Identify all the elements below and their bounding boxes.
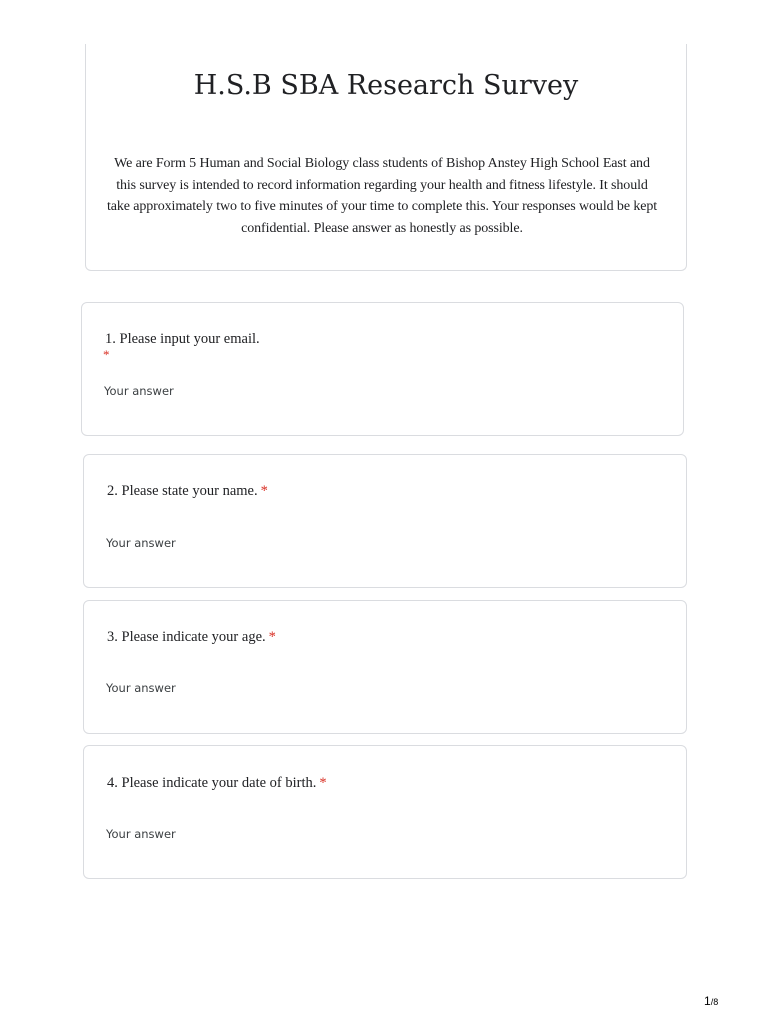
email-answer-input[interactable]: Your answer bbox=[104, 384, 174, 398]
required-asterisk: * bbox=[103, 347, 110, 362]
required-asterisk: * bbox=[268, 629, 276, 645]
required-asterisk: * bbox=[319, 775, 327, 791]
page-number bbox=[704, 995, 718, 1007]
date-of-birth-answer-input[interactable]: Your answer bbox=[106, 827, 176, 841]
form-title: H.S.B SBA Research Survey bbox=[193, 70, 579, 101]
page-total: /8 bbox=[710, 997, 719, 1007]
page-current: 1 bbox=[704, 994, 711, 1008]
name-answer-input[interactable]: Your answer bbox=[106, 536, 176, 550]
question-title-name-text: 2. Please state your name. bbox=[107, 483, 258, 499]
required-asterisk: * bbox=[260, 483, 268, 499]
question-title-date-of-birth bbox=[107, 776, 327, 791]
question-card-email bbox=[81, 302, 684, 436]
question-title-dob-text: 4. Please indicate your date of birth. bbox=[107, 775, 317, 791]
age-answer-input[interactable]: Your answer bbox=[106, 681, 176, 695]
question-title-age-text: 3. Please indicate your age. bbox=[107, 629, 266, 645]
question-title-email: 1. Please input your email. bbox=[105, 331, 260, 347]
question-card-date-of-birth bbox=[83, 745, 687, 879]
question-card-age bbox=[83, 600, 687, 734]
form-description: We are Form 5 Human and Social Biology class students of Bishop Anstey High School East and this survey is intended to record information regarding your health and fitness lifestyle. It should take approximately two to five minutes of your time to complete this. Your responses would be kept confidential. Please answer as honestly as possible. bbox=[106, 156, 658, 236]
question-title-name bbox=[107, 484, 268, 499]
form-header-card bbox=[85, 44, 687, 271]
question-title-age bbox=[107, 630, 276, 645]
question-card-name bbox=[83, 454, 687, 588]
